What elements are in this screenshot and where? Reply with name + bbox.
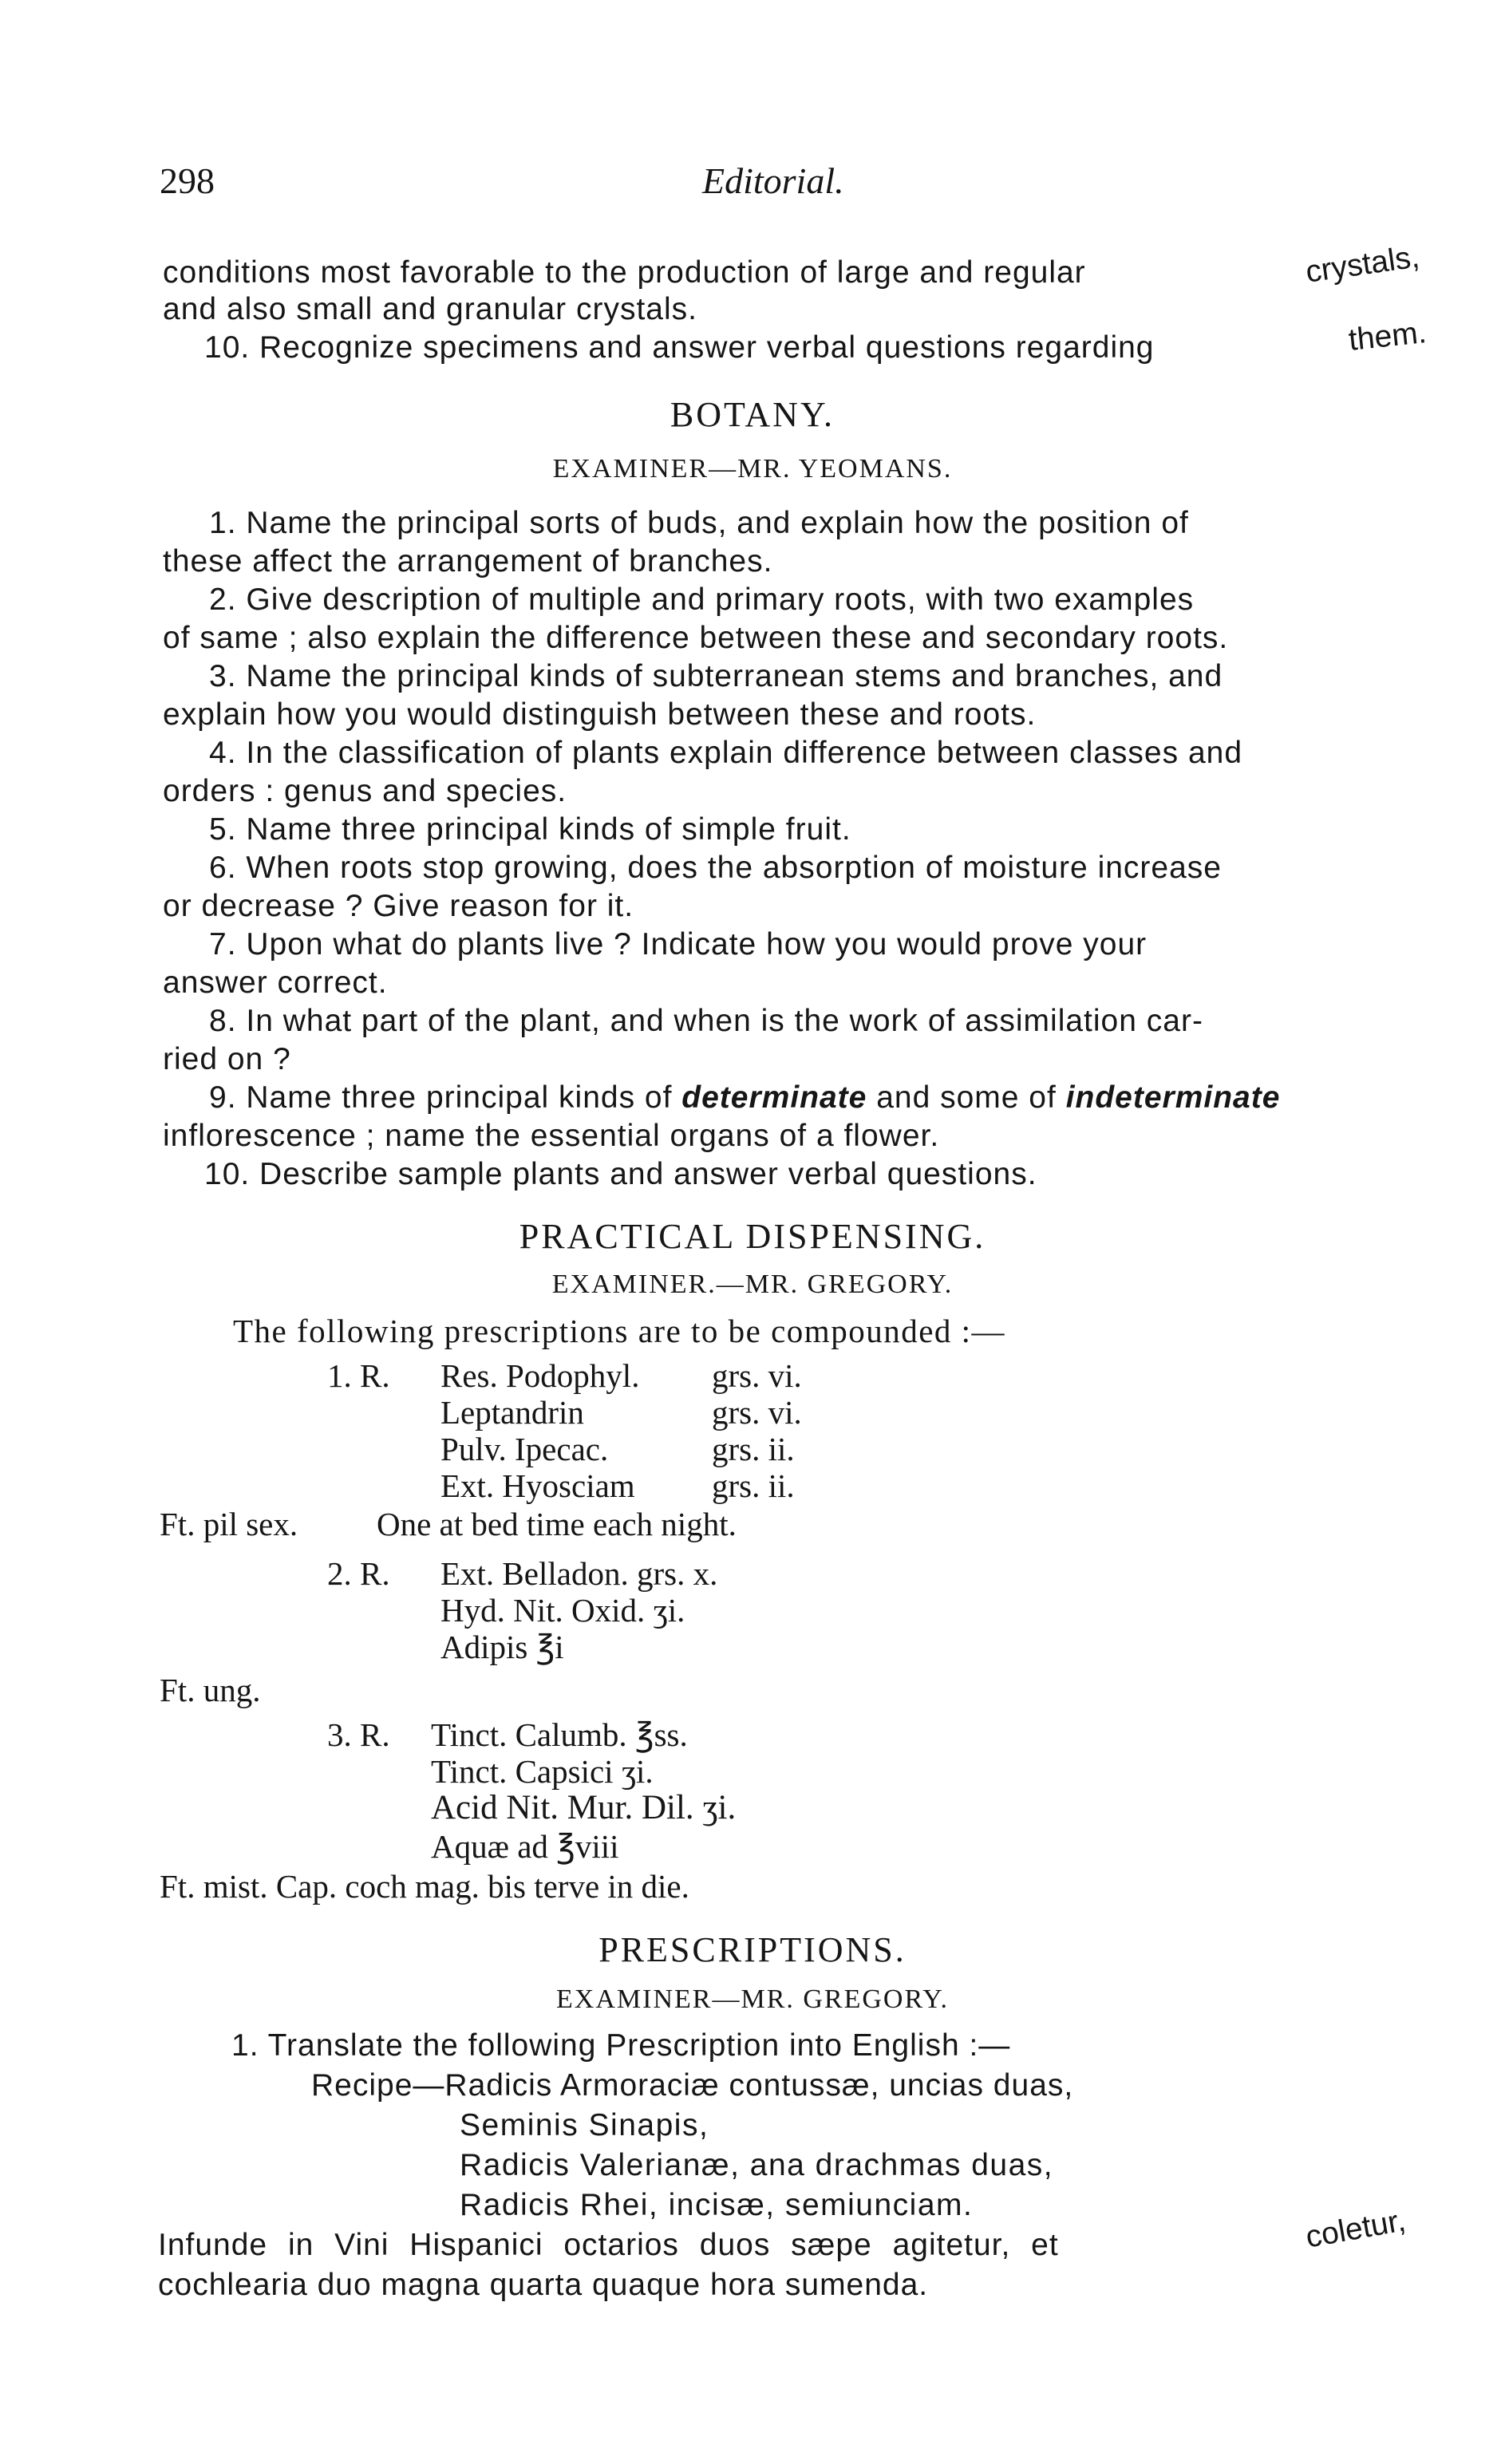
- botany-line-9: 5. Name three principal kinds of simple fruit.: [209, 812, 851, 847]
- dispensing-examiner: EXAMINER.—MR. GREGORY.: [551, 1270, 954, 1299]
- infunde-line-end: coletur,: [1303, 2203, 1408, 2255]
- botany-line-5: 3. Name the principal kinds of subterranean stems and branches, and: [209, 659, 1223, 693]
- rx3-item-4: Aquæ ad ℥viii: [431, 1828, 619, 1865]
- page-number: 298: [160, 160, 215, 201]
- intro-line-3-end: them.: [1346, 315, 1428, 357]
- recipe-line-1: Recipe—Radicis Armoraciæ contussæ, uncias duas,: [311, 2068, 1074, 2103]
- infunde-line: Infunde in Vini Hispanici octarios duos sæpe agitetur, et: [158, 2228, 1059, 2262]
- botany-line-4: of same ; also explain the difference between these and secondary roots.: [163, 621, 1229, 655]
- rx1-direction: One at bed time each night.: [377, 1506, 737, 1542]
- running-title: Editorial.: [702, 160, 844, 201]
- rx2-item-3: Adipis ℥i: [440, 1629, 564, 1665]
- rx2-item-1: Ext. Belladon. grs. x.: [440, 1555, 718, 1592]
- rx3-number: 3. R.: [327, 1716, 390, 1753]
- botany-examiner: EXAMINER—MR. YEOMANS.: [552, 454, 953, 484]
- rx1-item-4-qty: grs. ii.: [712, 1467, 795, 1504]
- botany-line-13: answer correct.: [163, 965, 388, 1000]
- recipe-line-3: Radicis Valerianæ, ana drachmas duas,: [460, 2148, 1054, 2182]
- rx3-item-3: Acid Nit. Mur. Dil. ʒi.: [431, 1789, 737, 1826]
- botany-line-2: these affect the arrangement of branches.: [163, 544, 773, 578]
- botany-line-10: 6. When roots stop growing, does the absorption of moisture increase: [209, 851, 1222, 885]
- rx1-item-3-name: Pulv. Ipecac.: [440, 1431, 609, 1467]
- botany-line-1: 1. Name the principal sorts of buds, and explain how the position of: [209, 506, 1189, 540]
- botany-line-7: 4. In the classification of plants explain difference between classes and: [209, 736, 1243, 770]
- botany-q9-mid: and some of: [876, 1080, 1057, 1115]
- botany-q9-indeterminate: indeterminate: [1065, 1080, 1281, 1115]
- rx1-number: 1. R.: [327, 1357, 390, 1394]
- prescriptions-heading: PRESCRIPTIONS.: [598, 1930, 907, 1969]
- intro-line-3: 10. Recognize specimens and answer verbal questions regarding: [204, 330, 1155, 365]
- botany-line-12: 7. Upon what do plants live ? Indicate how you would prove your: [209, 927, 1148, 962]
- rx3-direction: Ft. mist. Cap. coch mag. bis terve in die.: [160, 1868, 689, 1905]
- recipe-line-2: Seminis Sinapis,: [460, 2108, 709, 2142]
- rx3-item-1: Tinct. Calumb. ℥ss.: [431, 1716, 688, 1753]
- rx1-item-4-name: Ext. Hyosciam: [440, 1467, 635, 1504]
- botany-line-3: 2. Give description of multiple and primary roots, with two examples: [209, 582, 1195, 617]
- botany-q9-line-2: inflorescence ; name the essential organs of a flower.: [163, 1119, 940, 1153]
- botany-line-8: orders : genus and species.: [163, 774, 567, 808]
- rx2-number: 2. R.: [327, 1555, 390, 1592]
- rx1-item-2-name: Leptandrin: [440, 1394, 584, 1431]
- rx2-item-2: Hyd. Nit. Oxid. ʒi.: [440, 1592, 685, 1629]
- prescriptions-q1: 1. Translate the following Prescription into English :—: [231, 2028, 1011, 2063]
- prescriptions-examiner: EXAMINER—MR. GREGORY.: [556, 1984, 949, 2014]
- rx1-item-3-qty: grs. ii.: [712, 1431, 795, 1467]
- intro-line-1-end: crystals,: [1303, 239, 1422, 290]
- botany-q9-determinate: determinate: [681, 1080, 867, 1115]
- dispensing-intro: The following prescriptions are to be compounded :—: [233, 1313, 1006, 1349]
- botany-q9: [209, 1079, 1280, 1117]
- rx1-item-1-qty: grs. vi.: [712, 1357, 802, 1394]
- rx2-direction-label: Ft. ung.: [160, 1672, 261, 1708]
- botany-line-15: ried on ?: [163, 1042, 291, 1076]
- recipe-line-4: Radicis Rhei, incisæ, semiunciam.: [460, 2188, 974, 2222]
- botany-q10: 10. Describe sample plants and answer verbal questions.: [204, 1157, 1037, 1191]
- rx1-item-2-qty: grs. vi.: [712, 1394, 802, 1431]
- intro-line-2: and also small and granular crystals.: [163, 292, 697, 326]
- last-line: cochlearia duo magna quarta quaque hora sumenda.: [158, 2268, 929, 2302]
- dispensing-heading: PRACTICAL DISPENSING.: [519, 1217, 986, 1256]
- botany-line-14: 8. In what part of the plant, and when is the work of assimilation car-: [209, 1004, 1203, 1038]
- botany-line-11: or decrease ? Give reason for it.: [163, 889, 634, 923]
- rx1-direction-label: Ft. pil sex.: [160, 1506, 298, 1542]
- botany-q9-start: 9. Name three principal kinds of: [209, 1080, 673, 1115]
- rx3-item-2: Tinct. Capsici ʒi.: [431, 1753, 654, 1790]
- botany-line-6: explain how you would distinguish between these and roots.: [163, 697, 1037, 732]
- rx1-item-1-name: Res. Podophyl.: [440, 1357, 640, 1394]
- botany-heading: BOTANY.: [670, 395, 835, 434]
- intro-line-1: conditions most favorable to the production of large and regular: [163, 255, 1086, 290]
